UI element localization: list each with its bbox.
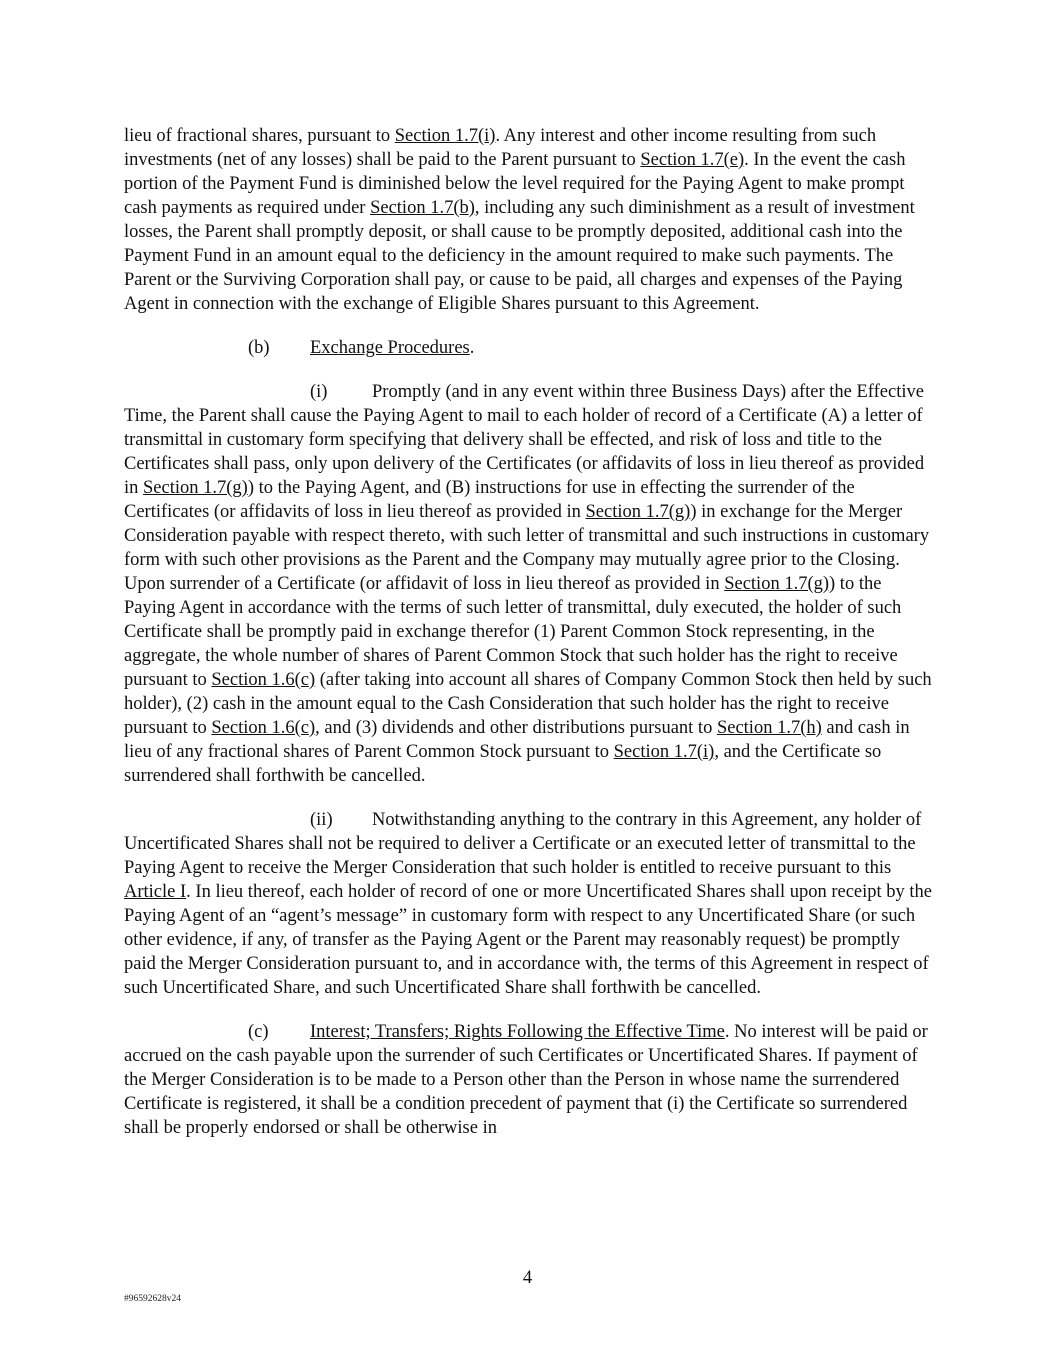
clause-number: (ii) (310, 810, 333, 830)
document-body (124, 124, 936, 1140)
paragraph-b-i (124, 380, 936, 788)
text: . No interest will be paid or accrued on the cash payable upon the surrender of such Certificates or Uncertificated Shares. If payment of the Merger Consideration is to be made to a Person other than the Person in whose name the surrendered Certificate is registered, it shall be a condition precedent of payment that (i) the Certificate so surrendered shall be properly endorsed or shall be otherwise in (124, 1022, 928, 1138)
text: (after taking into account all shares of Company Common Stock then held by such holder), (2) cash in the amount equal to the Cash Consideration that such holder has the right to receive pursuant to (124, 670, 932, 738)
paragraph-payment-fund (124, 124, 936, 316)
section-reference: Section 1.7(g) (585, 502, 691, 522)
section-reference: Section 1.7(g) (143, 478, 248, 498)
clause-title: Interest; Transfers; Rights Following the Effective Time (310, 1022, 725, 1042)
paragraph-b-ii (124, 808, 936, 1000)
clause-number: (b) (248, 338, 270, 358)
section-reference: Section 1.7(g) (724, 574, 830, 594)
section-reference: Section 1.7(b) (370, 198, 475, 218)
page-number: 4 (522, 1268, 533, 1288)
text: , including any such diminishment as a result of investment losses, the Parent shall promptly deposit, or shall cause to be promptly deposited, additional cash into the Payment Fund in an amount equal to the deficiency in the amount required to make such payments. The Parent or the Surviving Corporation shall pay, or cause to be paid, all charges and expenses of the Paying Agent in connection with the exchange of Eligible Shares pursuant to this Agreement. (124, 198, 915, 314)
section-reference: Section 1.6(c) (211, 670, 316, 690)
text: lieu of fractional shares, pursuant to (124, 126, 395, 146)
document-id: #96592628v24 (124, 1294, 181, 1304)
text: Promptly (and in any event within three Business Days) after the Effective Time, the Parent shall cause the Paying Agent to mail to each holder of record of a Certificate (A) a letter of transmittal in customary form specifying that delivery shall be effected, and risk of loss and title to the Certificates shall pass, only upon delivery of the Certificates (or affidavits of loss in lieu thereof as provided in (124, 382, 925, 498)
text: and cash in lieu of any fractional shares of Parent Common Stock pursuant to (124, 718, 910, 762)
text: , and the Certificate so surrendered shall forthwith be cancelled. (124, 742, 882, 786)
text: ) in exchange for the Merger Consideration payable with respect thereto, with such letter of transmittal and such instructions in customary form with such other provisions as the Parent and the Company may mutually agree prior to the Closing. Upon surrender of a Certificate (or affidavit of loss in lieu thereof as provided in (124, 502, 930, 594)
text: . Any interest and other income resulting from such investments (net of any losses) shall be paid to the Parent pursuant to (124, 126, 877, 170)
text: , and (3) dividends and other distributions pursuant to (315, 718, 717, 738)
text: . In the event the cash portion of the Payment Fund is diminished below the level required for the Paying Agent to make prompt cash payments as required under (124, 150, 906, 218)
clause-number: (c) (248, 1022, 269, 1042)
section-reference: Section 1.7(e) (640, 150, 745, 170)
paragraph-c (124, 1020, 936, 1140)
text: ) to the Paying Agent, and (B) instructions for use in effecting the surrender of the Certificates (or affidavits of loss in lieu thereof as provided in (124, 478, 855, 522)
text: ) to the Paying Agent in accordance with the terms of such letter of transmittal, duly executed, the holder of such Certificate shall be promptly paid in exchange therefor (1) Parent Common Stock representing, in the aggregate, the whole number of shares of Parent Common Stock that such holder has the right to receive pursuant to (124, 574, 902, 690)
text: . In lieu thereof, each holder of record of one or more Uncertificated Shares shall upon receipt by the Paying Agent of an “agent’s message” in customary form with respect to any Uncertificated Share (or such other evidence, if any, of transfer as the Paying Agent or the Parent may reasonably request) be promptly paid the Merger Consideration pursuant to, and in accordance with, the terms of this Agreement in respect of such Uncertificated Share, and such Uncertificated Share shall forthwith be cancelled. (124, 882, 933, 998)
article-reference: Article I (124, 882, 187, 902)
section-reference: Section 1.7(h) (716, 718, 822, 738)
section-reference: Section 1.7(i) (394, 126, 496, 146)
text: Notwithstanding anything to the contrary in this Agreement, any holder of Uncertificated Shares shall not be required to deliver a Certificate or an executed letter of transmittal to the Paying Agent to receive the Merger Consideration that such holder is entitled to receive pursuant to this (124, 810, 922, 878)
section-reference: Section 1.6(c) (211, 718, 316, 738)
heading-exchange-procedures (124, 336, 936, 360)
text: . (469, 338, 475, 358)
clause-title: Exchange Procedures (310, 338, 470, 358)
section-reference: Section 1.7(i) (613, 742, 715, 762)
clause-number: (i) (310, 382, 328, 402)
